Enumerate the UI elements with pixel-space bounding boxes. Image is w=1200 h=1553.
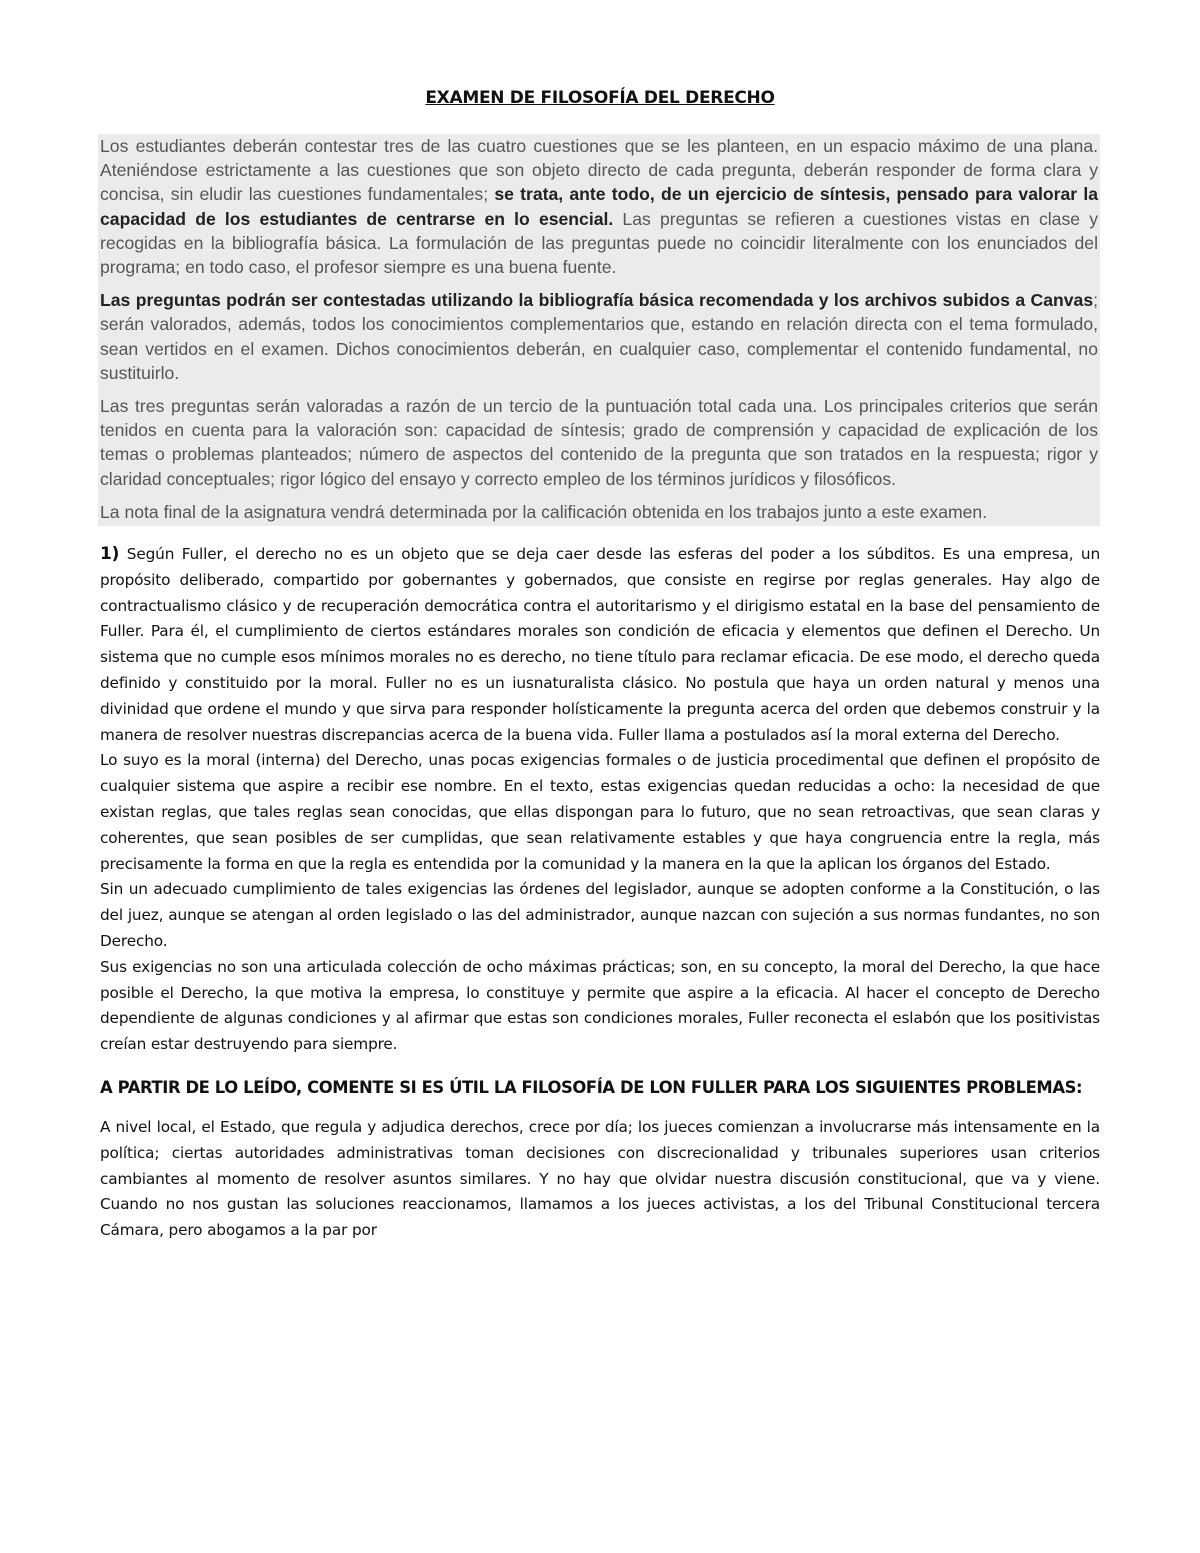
instructions-paragraph-3: Las tres preguntas serán valoradas a razón de un tercio de la puntuación total cada una. Los principales criterios que serán tenidos en cuenta para la valoración son: capacidad de síntesis; grado de comprensión y capacidad de explicación de los temas o problemas planteados; número de aspectos del contenido de la pregunta que son tratados en la respuesta; rigor y claridad conceptuales; rigor lógico del ensayo y correcto empleo de los términos jurídicos y filosóficos. <box>100 396 1098 489</box>
instructions-paragraph-1 <box>100 134 1098 279</box>
document-page <box>100 88 1100 1244</box>
question-text: Según Fuller, el derecho no es un objeto que se deja caer desde las esferas del poder a los súbditos. Es una empresa, un propósito deliberado, compartido por gobernantes y gobernados, que consiste en regirse por reglas generales. Hay algo de contractualismo clásico y de recuperación democrática contra el autoritarismo y el dirigismo estatal en la base del pensamiento de Fuller. Para él, el cumplimiento de ciertos estándares morales son condición de eficacia y elementos que definen el Derecho. Un sistema que no cumple esos mínimos morales no es derecho, no tiene título para reclamar eficacia. De ese modo, el derecho queda definido y constituido por la moral. Fuller no es un iusnaturalista clásico. No postula que haya un orden natural y menos una divinidad que ordene el mundo y que sirva para responder holísticamente la pregunta acerca del orden que debemos construir y la manera de resolver nuestras discrepancias acerca de la buena vida. Fuller llama a postulados así la moral externa del Derecho. <box>100 545 1100 744</box>
question-1 <box>100 542 1100 1058</box>
instructions-text: Las preguntas se refieren a cuestiones vistas en clase y recogidas en la bibliografía básica. La formulación de las preguntas puede no coincidir literalmente con los enunciados del programa; en todo caso, el profesor siempre es una buena fuente. <box>100 208 1098 278</box>
document-title: EXAMEN DE FILOSOFÍA DEL DERECHO <box>425 88 775 108</box>
instructions-text: ; serán valorados, además, todos los conocimientos complementarios que, estando en relación directa con el tema formulado, sean vertidos en el examen. Dichos conocimientos deberán, en cualquier caso, complementar el contenido fundamental, no sustituirlo. <box>100 290 1098 383</box>
instructions-bold-text: Las preguntas podrán ser contestadas utilizando la bibliografía básica recomendada y los archivos subidos a Canvas <box>100 290 1094 311</box>
exam-instructions <box>98 134 1100 526</box>
question-1-paragraph-1 <box>100 542 1100 748</box>
instructions-text: Los estudiantes deberán contestar tres de las cuatro cuestiones que se les planteen, en un espacio máximo de una plana. Ateniéndose estrictamente a las cuestiones que son objeto directo de cada pregunta, deberán responder de forma clara y concisa, sin eludir las cuestiones fundamentales; <box>100 136 1098 205</box>
question-1-paragraph-3: Sin un adecuado cumplimiento de tales exigencias las órdenes del legislador, aunque se adopten conforme a la Constitución, o las del juez, aunque se atengan al orden legislado o las del administrador, aunque nazcan con sujeción a sus normas fundantes, no son Derecho. <box>100 880 1100 950</box>
question-number: 1) <box>100 544 120 565</box>
question-1-paragraph-4: Sus exigencias no son una articulada colección de ocho máximas prácticas; son, en su concepto, la moral del Derecho, la que hace posible el Derecho, la que motiva la empresa, lo constituye y permite que aspire a la eficacia. Al hacer el concepto de Derecho dependiente de algunas condiciones y al afirmar que estas son condiciones morales, Fuller reconecta el eslabón que los positivistas creían estar destruyendo para siempre. <box>100 957 1100 1054</box>
question-1-paragraph-2: Lo suyo es la moral (interna) del Derecho, unas pocas exigencias formales o de justicia procedimental que definen el propósito de cualquier sistema que aspire a recibir ese nombre. En el texto, estas exigencias quedan reducidas a ocho: la necesidad de que existan reglas, que tales reglas sean conocidas, que ellas dispongan para lo futuro, que no sean retroactivas, que sean claras y coherentes, que sean posibles de ser cumplidas, que sean relativamente estables y que haya congruencia entre la regla, más precisamente la forma en que la regla es entendida por la comunidad y la manera en la que la aplican los órganos del Estado. <box>100 751 1100 873</box>
instructions-paragraph-2 <box>100 288 1098 385</box>
section-heading: A PARTIR DE LO LEÍDO, COMENTE SI ES ÚTIL LA FILOSOFÍA DE LON FULLER PARA LOS SIGUIENTES PROBLEMAS: <box>100 1077 1083 1097</box>
instructions-paragraph-4: La nota final de la asignatura vendrá determinada por la calificación obtenida en los trabajos junto a este examen. <box>100 501 988 522</box>
local-problem-paragraph: A nivel local, el Estado, que regula y adjudica derechos, crece por día; los jueces comienzan a involucrarse más intensamente en la política; ciertas autoridades administrativas toman decisiones con discrecionalidad y tribunales superiores usan criterios cambiantes al momento de resolver asuntos similares. Y no hay que olvidar nuestra discusión constitucional, que va y viene. Cuando no nos gustan las soluciones reaccionamos, llamamos a los jueces activistas, a los del Tribunal Constitucional tercera Cámara, pero abogamos a la par por <box>100 1117 1100 1240</box>
instructions-bold-text: se trata, ante todo, de un ejercicio de síntesis, pensado para valorar la capacidad de los estudiantes de centrarse en lo esencial. <box>100 184 1098 229</box>
